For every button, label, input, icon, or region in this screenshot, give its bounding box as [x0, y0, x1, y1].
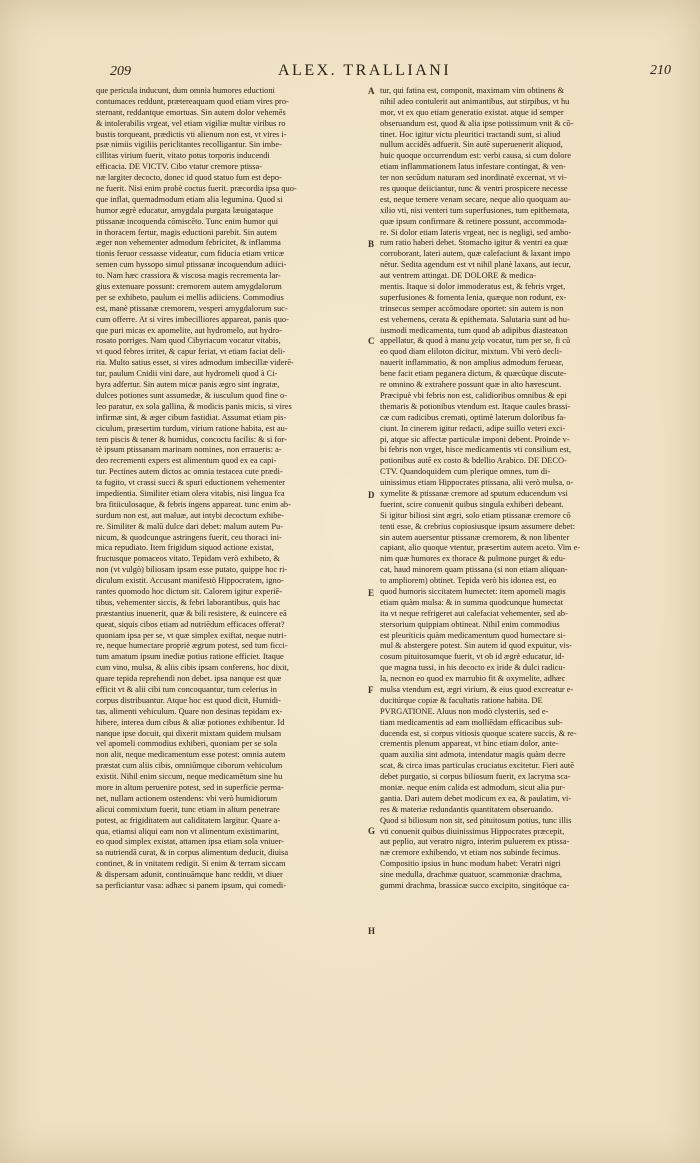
- text-line: gummi drachma, brassicæ succo excipito, singitóque ca-: [380, 881, 570, 891]
- text-line: tur, qui fatina est, componit, maximam vim obtinens &: [380, 86, 565, 95]
- text-line: eo quod diam eliloton dicitur, mixtum. Vbi verò decli-: [380, 347, 562, 357]
- text-line: iusmodi medicamenta, tum quod ab adipibus diasteatωn: [380, 325, 568, 335]
- text-line: efficit vt & alii cibi tum concoquantur, tum celerius in: [96, 684, 277, 694]
- text-line: ciculum, præsertim turdum, virium ratione habita, est au-: [96, 423, 288, 433]
- text-line: cum offerre. At si vires imbecilliores appareat, panis quo-: [96, 314, 289, 324]
- margin-marker-f: F: [368, 685, 374, 695]
- text-line: pi, atque sic affectæ particulæ imponi debent. Proinde v-: [380, 434, 570, 444]
- text-line: surdum non est, aut maluæ, aut intybi decoctum exhibe-: [96, 510, 284, 520]
- text-line: contumaces reddunt, prætereaquam quod etiam vires pro-: [96, 96, 289, 106]
- text-line: res quoque deiiciantur, tunc & ventri prospicere necesse: [380, 184, 568, 194]
- text-line: ria. Multo satius esset, si vires admodum imbecillæ viderē-: [96, 358, 294, 368]
- text-line: cillitas virium fuerit, vitato potus torporis inducendi: [96, 151, 270, 161]
- text-line: Si igitur biliosi sint ægri, solo etiam ptissanæ cremore cō: [380, 510, 571, 520]
- text-line: æger non vehementer admodum febricitet, & inflamma: [96, 238, 281, 248]
- text-line: CTV. Quandoquidem cum plerique omnes, tum di-: [380, 467, 551, 477]
- text-line: potionibus autē ex costo & bdellio Arabico. DE DECO-: [380, 456, 567, 466]
- text-line: impedientia. Similiter etiam olera vitabis, nisi lingua fca: [96, 488, 285, 498]
- text-line: cat, haud minorem quam ptissana (si non etiam aliquan-: [380, 565, 568, 575]
- text-line: vel apomeli commodius exhiberi, quoniam per se sola: [96, 739, 277, 749]
- text-line: mul & abstergere potest. Sin autem id quod expuitur, vis-: [380, 641, 572, 651]
- text-line: Compositio ipsius in hunc modum habet: Veratri nigri: [380, 859, 561, 869]
- text-line: Quod si biliosum non sit, sed pituitosum potius, tunc illis: [380, 815, 572, 825]
- text-line: leo paratur, ex sola gallina, & modicis panis micis, si vires: [96, 401, 292, 411]
- text-line: gius extenuare possunt: cremorem autem amygdalorum: [96, 282, 282, 292]
- text-line: debet purgatio, si corpus biliosum fuerit, ex lacryma sca-: [380, 772, 571, 782]
- text-line: tem piscis & tener & humidus, concoctu facilis: & si for-: [96, 434, 287, 444]
- text-line: potest, ac frigiditatem aut caliditatem largitur. Quare a-: [96, 815, 281, 825]
- text-line: est, manè ptissanæ cremorem, vesperi amygdalorum suc-: [96, 303, 288, 313]
- text-line: alicui commixtum fuerit, tunc etiam in altum penetrare: [96, 804, 280, 814]
- margin-marker-h: H: [368, 926, 376, 936]
- text-line: bustis torqueant, prædictis vti alienum non est, vt vires i-: [96, 129, 287, 139]
- text-line: capiant, alio quoque vtentur, præsertim autem aceto. Vim e-: [380, 543, 581, 553]
- text-line: nētur. Sedita agendum est vt nihil planè laxans, aut iecur,: [380, 260, 571, 270]
- text-line: xilio vti, nisi venteri tum superfusiones, tum epithemata,: [380, 205, 570, 215]
- margin-marker-b: B: [368, 239, 375, 249]
- text-line: que puri micas ex apomelite, aut hydromelo, aut hydro-: [96, 325, 283, 335]
- text-line: to ampliorem) obtinet. Tepida verò his idonea est, eo: [380, 576, 557, 586]
- running-title: ALEX. TRALLIANI: [278, 62, 452, 79]
- text-line: sa perficiantur vasa: adhæc si panem ipsum, qui comedi-: [96, 881, 287, 891]
- text-line: tur. Pectines autem dictos ac omnia testacea cute prædi-: [96, 467, 283, 477]
- text-line: aut ventrem attingat. DE DOLORE & medica-: [380, 271, 537, 281]
- text-line: rum ratio haberi debet. Stomacho igitur & ventri ea quæ: [380, 238, 568, 248]
- text-line: PVRGATIONE. Aluus non modò clysteriis, sed e-: [380, 706, 549, 716]
- text-line: tibus, vehementer siccis, & febri laborantibus, quis hac: [96, 597, 281, 607]
- text-line: tum amatum ipsum inediæ potius ratione efficiet. Itaque: [96, 652, 284, 662]
- text-line: continet, & in vnitatem redigit. Si enim & terram siccam: [96, 859, 286, 869]
- text-line: tur, paulum Cnidii vini dare, aut hydromeli quod à Ci-: [96, 369, 278, 379]
- text-line: que inflat, quemadmodum etiam alia legumina. Quod si: [96, 194, 283, 204]
- text-line: scat, & circa imas particulas cruciatus excitetur. Fieri autē: [380, 761, 574, 771]
- text-line: ta fugito, vt crassi succi & spuri eductionem vehementer: [96, 478, 286, 488]
- text-line: næ cremore exhibendo, vt etiam nos subinde fecimus.: [380, 848, 561, 858]
- text-line: tè ipsum ptissanam marinam nomines, non erraueris: a-: [96, 445, 282, 455]
- text-line: quoniam ipsa per se, vt quæ simplex exiftat, neque nutri-: [96, 630, 287, 640]
- text-line: mentis. Itaque si dolor immoderatus est, & febris vrget,: [380, 282, 566, 292]
- text-line: præstantius inuenerit, quæ & bili resistere, & euincere eā: [96, 608, 287, 618]
- text-line: infirmæ sint, & æger cibum fastidiat. Assumat etiam pis-: [96, 412, 287, 422]
- text-line: superfusiones & fomenta lenia, quæque non rodunt, ex-: [380, 292, 567, 302]
- text-line: næ largiter decocto, donec id quod statuo fum est depo-: [96, 173, 282, 183]
- text-line: non alit, neque medicamentum esse potest: omnia autem: [96, 750, 286, 760]
- text-line: in thoracem fertur, magis eductioni parebit. Sin autem: [96, 227, 277, 237]
- text-line: aut peplio, aut veratro nigro, interim puluerem ex ptissa-: [380, 837, 570, 847]
- text-line: & dispersam adunit, continuāmque hanc reddit, vt diuer: [96, 870, 283, 880]
- text-line: non (vt vulgò) biliosam ipsam esse putato, quippe hoc ri-: [96, 565, 288, 575]
- text-line: præstat cum aliis cibis, omniūmque ciborum vehiculum: [96, 761, 283, 771]
- text-line: quæ ipsum confirmare & retinere possunt, accommoda-: [380, 216, 567, 226]
- text-line: efficacia. DE VICTV. Cibo vtatur cremore ptissa-: [96, 162, 263, 172]
- text-line: psæ nimiis vigiliis periclitantes recolligantur. Sin imbe-: [96, 140, 282, 150]
- margin-marker-c: C: [368, 336, 375, 346]
- text-line: vti conuenit quibus diuinissimus Hippocrates præcepit,: [380, 826, 565, 836]
- text-line: tiam medicamentis ad eam molliēdam efficacibus sub-: [380, 717, 563, 727]
- text-line: bene facit etiam peganera dictum, & quæcūque discute-: [380, 369, 567, 379]
- text-line: more in altum peruenire potest, sed in superficie perma-: [96, 783, 284, 792]
- text-line: nullum accidēs adfuerit. Sin autē superuenerit aliquod,: [380, 140, 563, 150]
- text-line: est, neque temere venam secare, neque alio quoquam au-: [380, 194, 571, 204]
- text-line: que magna tussi, in his decocto ex iride & dulci radicu-: [380, 663, 566, 673]
- left-text-column: [96, 86, 358, 892]
- text-line: sin autem auersentur ptissanæ cremorem, & non libenter: [380, 532, 570, 542]
- text-line: quare tepida reprehendi non debet. ipsa nanque est quæ: [96, 674, 282, 684]
- text-line: sternant, reddantque emortuas. Sin autem dolor vehemēs: [96, 107, 286, 117]
- text-line: ducenda est, si corpus vitiosis quoque scatere succis, & re-: [380, 728, 577, 738]
- text-line: res & materiæ redundantis quantitatem obseruando.: [380, 804, 554, 814]
- text-line: ptissanæ incoquenda cōmiscēto. Tunc enim humor qui: [96, 216, 279, 226]
- text-line: ciunt. In cinerem igitur redacti, adipe suillo veteri exci-: [380, 423, 566, 433]
- text-line: humor ægrè educatur, amygdala purgata læuigataque: [96, 205, 274, 215]
- text-line: etiam quàm mulsa: & in summa quodcunque humectat: [380, 597, 564, 607]
- margin-marker-g: G: [368, 826, 376, 836]
- text-line: ne fuerit. Nisi enim probè coctus fuerit. præcordia ipsa quo-: [96, 184, 297, 194]
- text-line: dulces potiones sunt assumedæ, & iusculum quod fine o-: [96, 390, 287, 400]
- text-line: diculum existit. Accusant manifestò Hippocratem, igno-: [96, 576, 284, 586]
- text-line: tionis feruor cessasse videatur, cum fiducia etiam vrticæ: [96, 249, 285, 259]
- text-line: corroborant, lateri autem, quæ calefaciunt & laxant impo: [380, 249, 571, 259]
- text-line: vt quod febres irritet, & capur feriat, vt etiam faciat deli-: [96, 347, 286, 357]
- text-line: est vehemens, cerata & epithemata. Salutaria sunt ad hu-: [380, 314, 570, 324]
- text-line: ducitúrque copiæ & facultatis ratione habita. DE: [380, 695, 543, 705]
- text-line: themaris & potionibus vtendum est. Itaque caules brassi-: [380, 401, 571, 411]
- text-line: cum vino, mulsa, & aliis cibis ipsam conferens, hoc dixit,: [96, 663, 289, 673]
- text-line: stersorium quippiam obtineat. Nihil enim commodius: [380, 619, 560, 629]
- text-line: xymelite & ptissanæ cremore ad sputum educendum vsi: [380, 488, 568, 498]
- text-line: per se exhibeto, paulum ei mellis adiiciens. Commodius: [96, 292, 284, 302]
- text-line: tinet. Hoc igitur victu pleuritici tractandi sunt, si aliud: [380, 129, 561, 139]
- text-line: net, nullam actionem ostendens: vbi verò humidiorum: [96, 793, 278, 803]
- margin-marker-d: D: [368, 490, 375, 500]
- text-line: bra fitiiculosaque, & febris ingens appareat. tunc enim ab-: [96, 499, 291, 509]
- text-line: nanque ipse docuit, qui dixerit mixtam quidem mulsam: [96, 728, 282, 738]
- text-line: rosato porriges. Nam quod Cibyriacum vocatur vitabis,: [96, 336, 281, 346]
- left-page-number: 209: [110, 64, 131, 79]
- text-line: la, necnon eo quod ex marrubio fit & oxymelite, adhæc: [380, 674, 566, 684]
- text-line: eo quod simplex existat, attamen ipsa etiam sola vniuer-: [96, 837, 284, 847]
- text-line: existit. Nihil enim siccum, neque medicamētum sine hu: [96, 772, 283, 782]
- text-line: queat, siquis cibos etiam ad nutriēdum efficaces offerat?: [96, 619, 285, 629]
- text-line: obseruandum est, quod & alia ipse potissimum vnit & cō-: [380, 118, 574, 128]
- page-header: [0, 62, 700, 84]
- text-line: sa nutriendā curat, & in corpus alimentum deducit, diuisa: [96, 848, 289, 858]
- text-line: byra adfertur. Sin autem micæ panis ægro sint ingratæ,: [96, 380, 280, 390]
- text-line: est pleuriticis quàm medicamentum quod humectare si-: [380, 630, 566, 640]
- text-line: tas, alimenti vehiculum. Quare non desinas tepidam ex-: [96, 706, 283, 716]
- text-line: fuerint, scire conuenit quibus singula exhiberi debeant.: [380, 499, 564, 509]
- text-line: cosum pituitosumque fuerit, vt ob id ægrè educatur, id-: [380, 652, 565, 662]
- text-line: fructusque pomaceos vitato. Tepidam verò exhibeto, &: [96, 554, 280, 564]
- text-line: tenti esse, & crebrius copiosiusque ipsum assumere debet:: [380, 521, 575, 531]
- margin-marker-e: E: [368, 588, 375, 598]
- text-line: deo recrementi expers est alimentum quod ex ea capi-: [96, 456, 277, 466]
- text-line: gantia. Dari autem debet modicum ex ea, & paulatim, vi-: [380, 793, 572, 803]
- text-line: hibere, interea dum cibus & aliæ potiones exhibentur. Id: [96, 717, 285, 727]
- text-line: uinissimus etiam Hippocrates ptissana, alii verò mulsa, o-: [380, 478, 574, 488]
- text-line: quod humoris siccitatem humectet: item apomeli magis: [380, 586, 566, 596]
- text-line: semen cum hyssopo simul ptissanæ incoquendum adiici-: [96, 260, 287, 270]
- text-line: & intolerabilis vrgeat, vel etiam vigiliæ multæ viribus ro: [96, 118, 286, 128]
- text-line: crementis plenum appareat, vt hinc etiam dolor, ante-: [380, 739, 559, 749]
- text-line: nauerit inflammatio, & non amplius admodum feruear,: [380, 358, 564, 368]
- right-page-number: 210: [650, 63, 671, 78]
- text-line: nihil adeo contulerit aut animantibus, aut stirpibus, vt hu: [380, 96, 570, 106]
- text-line: ita vt neque refrigeret aut calefaciat vehementer, sed ab-: [380, 608, 568, 618]
- text-line: corpus distribuantur. Atque hoc est quod dicit, Humidi-: [96, 695, 281, 705]
- text-line: re. Similiter & malū dulce dari debet: malum autem Pu-: [96, 521, 283, 531]
- text-line: trinsecus semper accōmodare oportet: sin autem is non: [380, 303, 564, 313]
- text-line: qua, etiamsi aliqui eam non vt alimentum existimarint,: [96, 826, 280, 836]
- text-line: mor, vt ex quo etiam generatio existat. atque id semper: [380, 107, 564, 117]
- text-line: bi febris non vrget, hisce medicamentis vti consilium est,: [380, 445, 572, 455]
- right-text-column: [380, 86, 642, 892]
- text-line: que pericula inducunt, dum omnia humores eductioni: [96, 86, 275, 95]
- text-line: nicum, & quodcunque astringens fuerit, ceu thoraci ini-: [96, 532, 282, 542]
- text-line: rantes quomodo hoc dictum sit. Calorem igitur experiē-: [96, 586, 283, 596]
- text-line: nim quæ humores ex thorace & pulmone purget & edu-: [380, 554, 566, 564]
- text-line: re omnino & extrahere possunt quæ in alto hærescunt.: [380, 380, 562, 390]
- text-line: ter non secūdum naturam sed inordinatè excernat, vt vi-: [380, 173, 567, 183]
- text-line: quam auxilia sint admota, intendatur magis quàm decre: [380, 750, 566, 760]
- text-line: sine medulla, drachmæ quatuor, scammoniæ drachma,: [380, 870, 563, 880]
- text-line: moniæ. neque enim calida est admodum, sicut alia pur-: [380, 783, 565, 792]
- text-line: mica repudiato. Item frigidum siquod actione existat,: [96, 543, 274, 553]
- text-line: re. Si dolor etiam lateris vrgeat, nec is negligi, sed ambo-: [380, 227, 572, 237]
- text-line: Præcipuè vbi febris non est, calidioribus omnibus & epi: [380, 390, 567, 400]
- text-line: cæ cum radicibus cremati, optimè laterum doloribus fa-: [380, 412, 567, 422]
- text-line: etiam inflammationem latus infestare contingat, & ven-: [380, 162, 566, 172]
- text-line: to. Nam hæc crassiora & viscosa magis recrementa lar-: [96, 271, 281, 281]
- text-line: re, neque humectare propriè ægrum potest, sed tum ficci-: [96, 641, 288, 651]
- text-line: appellatur, & quod à manu χείρ vocatur, tum per se, fi cū: [380, 336, 571, 346]
- text-line: huic quoque occurrendum est: verbi causa, si cum dolore: [380, 151, 571, 161]
- margin-marker-a: A: [368, 86, 375, 96]
- text-line: mulsa vtendum est, ægri virium, & eius quod excreatur e-: [380, 684, 574, 694]
